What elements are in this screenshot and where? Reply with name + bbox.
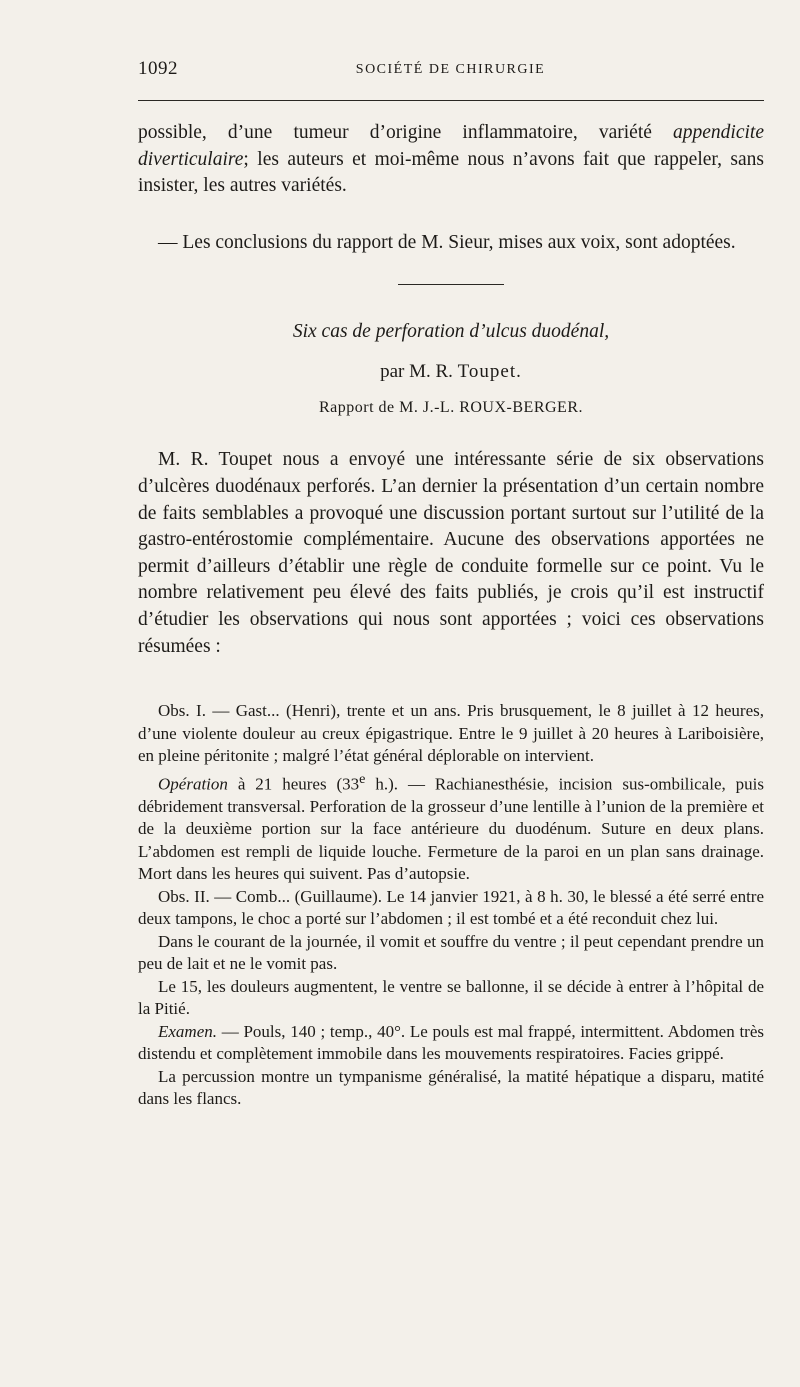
observation-2-exam — [138, 1021, 764, 1066]
obs1-operation-sup: e — [359, 770, 366, 787]
byline-author: Toupet. — [457, 361, 522, 383]
page-number: 1092 — [138, 58, 178, 79]
observation-1 — [138, 700, 764, 768]
page-header — [138, 58, 763, 84]
continued-paragraph — [138, 120, 764, 200]
observation-2-paragraph-5: La percussion montre un tympanisme généralisé, la matité hépatique a disparu, matité dans les flancs. — [138, 1066, 764, 1109]
observation-2-paragraph-2: Dans le courant de la journée, il vomit et souffre du ventre ; il peut cependant prendre un peu de lait et ne le vomit pas. — [138, 931, 764, 974]
obs2-heading: Obs. II. — [158, 886, 210, 906]
obs1-operation-label: Opération — [158, 774, 228, 794]
obs1-operation-text-a: à 21 heures (33 — [227, 774, 360, 794]
header-rule — [138, 100, 764, 101]
obs2-exam-label: Examen. — [158, 1021, 218, 1041]
intro-paragraph: M. R. Toupet nous a envoyé une intéressante série de six observations d’ulcères duodénaux perforés. L’an dernier la présentation d’un certain nombre de faits semblables a provoqué une discussion portant surtout sur l’utilité de la gastro-entérostomie complémentaire. Aucune des observations apportées ne permit d’ailleurs d’établir une règle de conduite formelle sur ce point. Vu le nombre relativement peu élevé des faits publiés, je crois qu’il est instructif d’étudier les observations qui nous sont apportées ; voici ces observations résumées : — [138, 449, 764, 657]
obs1-text: — Gast... (Henri), trente et un ans. Pris brusquement, le 8 juillet à 12 heures, d’une violente douleur au creux épigastrique. Entre le 9 juillet à 20 heures à Lariboisière, en pleine péritonite ; malgré l’état général déplorable on intervient. — [138, 701, 764, 766]
article-byline — [138, 361, 764, 383]
obs1-operation-text-b: h.). — Rachianesthésie, incision sus-ombilicale, puis débridement transversal. Perforation de la grosseur d’une lentille à l’union de la première et de la deuxième portion sur la face antérieure du duodénum. Suture en deux plans. L’abdomen est rempli de liquide louche. Fermeture de la paroi en un plan sans drainage. Mort dans les heures qui suivent. Pas d’autopsie. — [138, 774, 764, 884]
continued-text-end: ; les auteurs et moi-même nous n’avons fait que rappeler, sans insister, les autres variétés. — [138, 148, 764, 197]
article-title: Six cas de perforation d’ulcus duodénal, — [292, 321, 610, 343]
continued-text-start: possible, d’une tumeur d’origine inflammatoire, variété — [138, 122, 674, 143]
obs1-heading: Obs. I. — [158, 701, 206, 721]
observation-1-operation — [138, 768, 764, 886]
section-rule — [398, 284, 504, 285]
conclusions-paragraph: — Les conclusions du rapport de M. Sieur, mises aux voix, sont adoptées. — [158, 231, 736, 253]
obs2-exam-text: — Pouls, 140 ; temp., 40°. Le pouls est mal frappé, intermittent. Abdomen très distendu et complètement immobile dans les mouvements respiratoires. Facies grippé. — [138, 1021, 764, 1064]
obs2-text: — Comb... (Guillaume). Le 14 janvier 1921, à 8 h. 30, le blessé a été serré entre deux tampons, le choc a porté sur l’abdomen ; il est tombé et a été reconduit chez lui. — [138, 886, 764, 929]
byline-prefix: par M. R. — [380, 361, 458, 383]
running-head: SOCIÉTÉ DE CHIRURGIE — [355, 62, 546, 77]
page-body — [138, 120, 764, 1111]
observation-2-paragraph-3: Le 15, les douleurs augmentent, le ventre se ballonne, il se décide à entrer à l’hôpital de la Pitié. — [138, 976, 764, 1019]
article-report-line: Rapport de M. J.-L. ROUX-BERGER. — [319, 399, 583, 417]
observation-2 — [138, 886, 764, 931]
continued-italic-term: appendicite diverticulaire — [138, 122, 764, 170]
